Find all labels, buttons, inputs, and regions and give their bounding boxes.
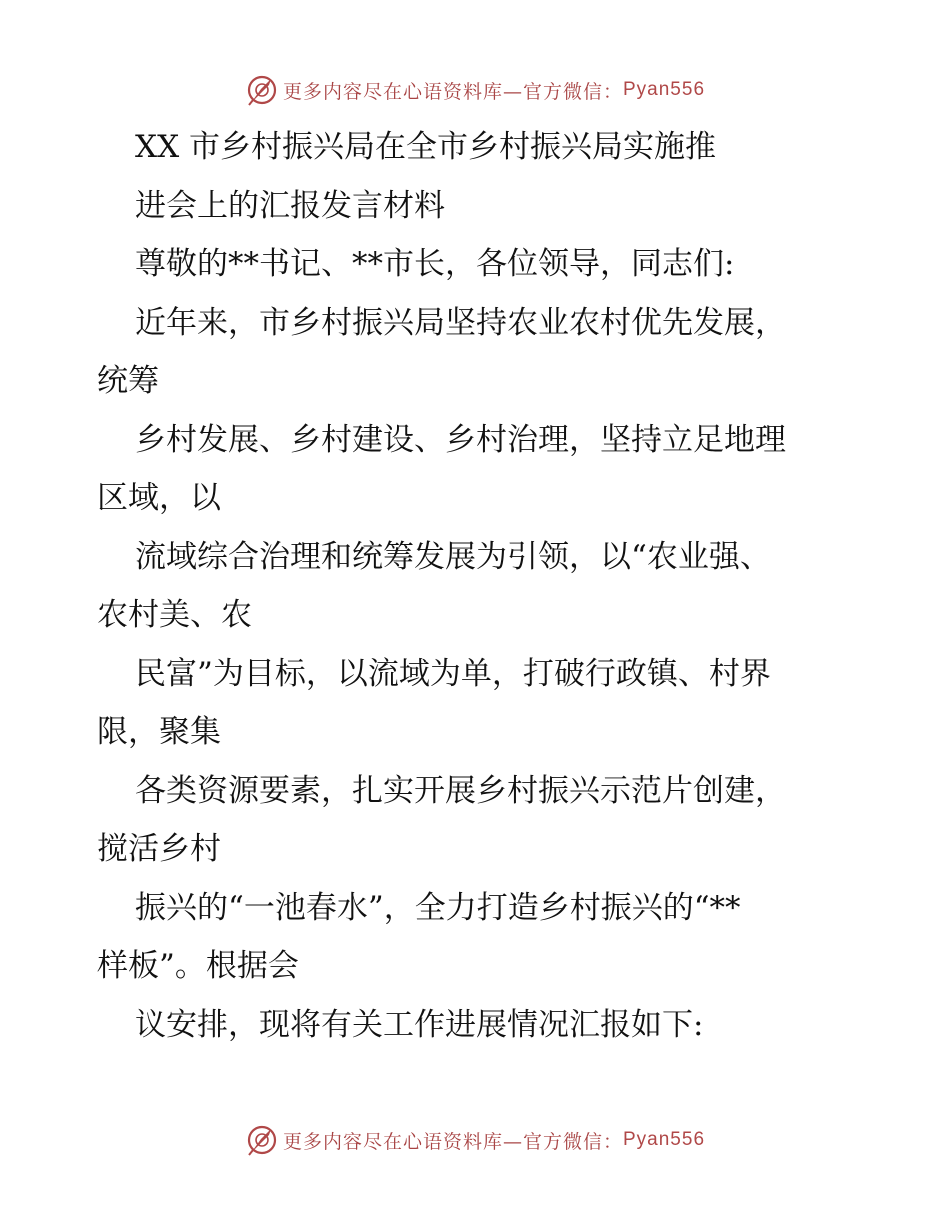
body-line: 限，聚集 [97, 714, 221, 750]
title-line-1: XX 市乡村振兴局在全市乡村振兴局实施推 [135, 129, 716, 165]
body-line: 统筹 [97, 363, 159, 399]
body-line: 乡村发展、乡村建设、乡村治理，坚持立足地理 [135, 421, 786, 458]
body-line: 民富”为目标，以流域为单，打破行政镇、村界 [135, 655, 771, 692]
salutation-line: 尊敬的**书记、**市长，各位领导，同志们: [135, 246, 735, 282]
watermark-wechat-id: Pyan556 [623, 79, 706, 100]
watermark-wechat-id: Pyan556 [623, 1129, 706, 1150]
body-line: 议安排，现将有关工作进展情况汇报如下: [135, 1006, 704, 1043]
body-line: 振兴的“一池春水”，全力打造乡村振兴的“** [135, 889, 741, 926]
body-line: 样板”。根据会 [97, 948, 299, 984]
title-line-2: 进会上的汇报发言材料 [135, 187, 445, 224]
top-watermark-banner [0, 70, 950, 110]
body-line: 近年来，市乡村振兴局坚持农业农村优先发展， [135, 304, 786, 341]
body-line: 流域综合治理和统筹发展为引领，以“农业强、 [135, 538, 771, 575]
document-body [97, 118, 877, 1054]
watermark-text: 更多内容尽在心语资料库—官方微信： [282, 80, 623, 103]
body-line: 各类资源要素，扎实开展乡村振兴示范片创建， [135, 772, 786, 809]
body-line: 区域，以 [97, 480, 221, 516]
bottom-watermark-banner [0, 1120, 950, 1160]
watermark-text: 更多内容尽在心语资料库—官方微信： [282, 1130, 623, 1153]
pen-logo-icon [245, 1123, 279, 1157]
body-line: 农村美、农 [97, 597, 252, 633]
body-line: 搅活乡村 [97, 831, 221, 867]
pen-logo-icon [245, 73, 279, 107]
